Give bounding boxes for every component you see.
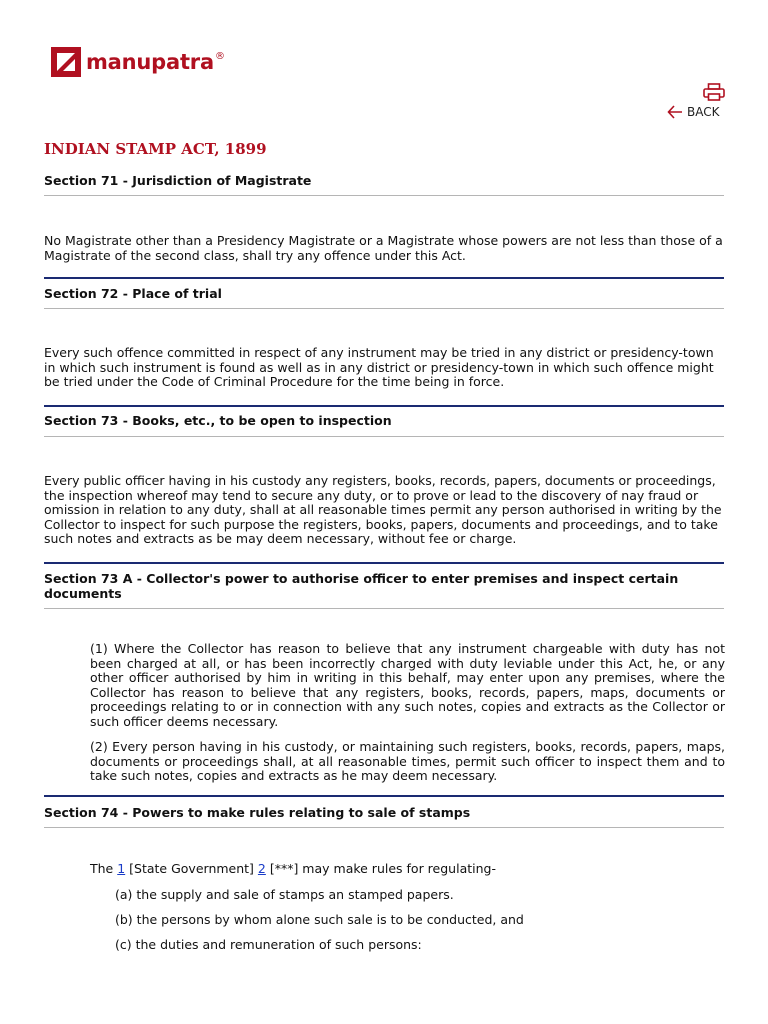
printer-icon[interactable] (703, 83, 725, 101)
arrow-left-icon (667, 105, 683, 119)
divider (44, 195, 724, 196)
brand-name: manupatra (86, 50, 214, 74)
section-74-item-c: (c) the duties and remuneration of such persons: (115, 937, 422, 952)
section-separator (44, 795, 724, 797)
section-73a-clause-1: (1) Where the Collector has reason to believe that any instrument chargeable with duty has not been charged at all, or has been incorrectly charged with duty leviable under this Act, he, or any other officer authorised by him in writing in this behalf, may enter upon any premises, where the Collector has reason to believe that any registers, books, records, papers, maps, documents or proceedings relating to or in connection with any such notes, copies and extracts as the Collector or such officer deems necessary. (90, 641, 725, 729)
section-71-text: No Magistrate other than a Presidency Magistrate or a Magistrate whose powers are not less than those of a Magistrate of the second class, shall try any offence under this Act. (44, 233, 723, 263)
intro-text-middle: [State Government] (125, 861, 258, 876)
act-title: INDIAN STAMP ACT, 1899 (44, 140, 267, 158)
footnote-link-2[interactable]: 2 (257, 861, 266, 876)
section-71-heading: Section 71 - Jurisdiction of Magistrate (44, 173, 312, 188)
registered-mark: ® (214, 50, 225, 62)
manupatra-logo[interactable] (50, 44, 225, 80)
section-separator (44, 405, 724, 407)
section-73a-clause-2: (2) Every person having in his custody, or maintaining such registers, books, records, papers, maps, documents or proceedings shall, at all reasonable times, permit such officer to inspect them and to take such notes, copies and extracts as he may deem necessary. (90, 739, 725, 784)
section-separator (44, 562, 724, 564)
section-73a-heading: Section 73 A - Collector's power to authorise officer to enter premises and inspect certain documents (44, 571, 679, 601)
section-74-heading: Section 74 - Powers to make rules relating to sale of stamps (44, 805, 471, 820)
divider (44, 608, 724, 609)
intro-text-end: [***] may make rules for regulating- (265, 861, 496, 876)
section-73-text: Every public officer having in his custody any registers, books, records, papers, documents or proceedings, the inspection whereof may tend to secure any duty, or to prove or lead to the discovery of nay fraud or omission in relation to any duty, shall at all reasonable times permit any person authorised in writing by the Collector to inspect for such purpose the registers, books, papers, documents and proceedings, and to take such notes and extracts as be may deem necessary, without fee or charge. (44, 473, 722, 547)
footnote-link-1[interactable]: 1 (117, 861, 126, 876)
section-separator (44, 277, 724, 279)
section-74-item-a: (a) the supply and sale of stamps an stamped papers. (115, 887, 454, 902)
divider (44, 436, 724, 437)
section-73-heading: Section 73 - Books, etc., to be open to inspection (44, 413, 392, 428)
divider (44, 827, 724, 828)
section-74-item-b: (b) the persons by whom alone such sale is to be conducted, and (115, 912, 524, 927)
section-72-heading: Section 72 - Place of trial (44, 286, 222, 301)
manupatra-logo-icon (50, 46, 82, 78)
section-74-intro (90, 861, 496, 876)
intro-text-start: The (90, 861, 118, 876)
divider (44, 308, 724, 309)
back-button[interactable] (667, 105, 719, 119)
section-72-text: Every such offence committed in respect of any instrument may be tried in any district or presidency-town in which such instrument is found as well as in any district or presidency-town in which such offence might be tried under the Code of Criminal Procedure for the time being in force. (44, 345, 714, 390)
back-label: BACK (687, 105, 720, 119)
